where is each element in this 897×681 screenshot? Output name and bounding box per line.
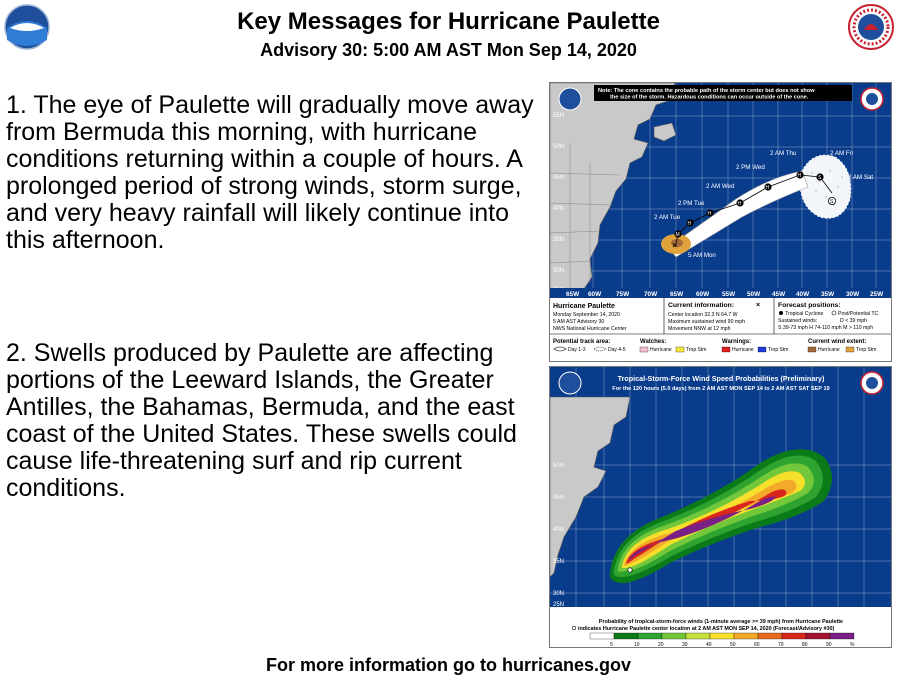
svg-text:40W: 40W <box>752 608 766 615</box>
svg-text:Current information:: Current information: <box>668 302 735 309</box>
svg-text:Post/Potential TC: Post/Potential TC <box>838 311 879 317</box>
svg-text:M: M <box>675 232 680 238</box>
scale-label: 60 <box>754 642 760 648</box>
scale-label: 30 <box>682 642 688 648</box>
advisory-subtitle: Advisory 30: 5:00 AM AST Mon Sep 14, 2020 <box>260 40 637 60</box>
scale-label: 20 <box>658 642 664 648</box>
svg-text:35W: 35W <box>821 291 835 298</box>
svg-text:35N: 35N <box>553 559 565 565</box>
svg-text:2 PM Wed: 2 PM Wed <box>736 164 765 171</box>
svg-text:20W: 20W <box>856 608 870 615</box>
svg-text:50W: 50W <box>747 291 761 298</box>
panel-noaa-icon <box>559 88 581 110</box>
svg-text:65W: 65W <box>670 291 684 298</box>
svg-text:D < 39 mph: D < 39 mph <box>840 318 867 324</box>
svg-text:55W: 55W <box>674 608 688 615</box>
svg-text:30W: 30W <box>804 608 818 615</box>
svg-text:50N: 50N <box>553 144 565 150</box>
svg-text:35W: 35W <box>778 608 792 615</box>
svg-text:Maximum sustained wind 90 mph: Maximum sustained wind 90 mph <box>668 319 745 325</box>
cone-note: Note: The cone contains the probable path of the storm center but does not show the size of the storm. Hazardous conditions can occur outside of the cone. <box>598 88 815 101</box>
scale-swatch <box>734 633 758 639</box>
scale-label: 50 <box>730 642 736 648</box>
svg-text:Movement NNW at 12 mph: Movement NNW at 12 mph <box>668 326 731 332</box>
svg-text:H: H <box>687 221 692 227</box>
svg-text:H: H <box>707 211 712 217</box>
svg-text:Hurricane: Hurricane <box>732 347 754 353</box>
svg-text:Current wind extent:: Current wind extent: <box>808 339 867 345</box>
svg-text:70W: 70W <box>644 291 658 298</box>
svg-text:2 AM Tue: 2 AM Tue <box>654 214 681 221</box>
svg-text:Watches:: Watches: <box>640 339 667 345</box>
scale-swatch <box>638 633 662 639</box>
svg-text:55N: 55N <box>553 113 565 119</box>
svg-text:60W: 60W <box>588 291 602 298</box>
scale-label: 70 <box>778 642 784 648</box>
svg-text:45N: 45N <box>553 175 565 181</box>
svg-text:Hurricane: Hurricane <box>650 347 672 353</box>
scale-label: 40 <box>706 642 712 648</box>
svg-text:25W: 25W <box>870 291 884 298</box>
svg-text:55W: 55W <box>722 291 736 298</box>
svg-text:2 AM Sat: 2 AM Sat <box>848 174 874 181</box>
svg-text:50W: 50W <box>700 608 714 615</box>
scale-swatch <box>662 633 686 639</box>
svg-text:50N: 50N <box>553 463 565 469</box>
svg-text:×: × <box>756 302 761 309</box>
key-message-1: 1. The eye of Paulette will gradually move away from Bermuda this morning, with hurricane conditions returning within a couple of hours. A prolonged period of strong winds, storm surge, and very heavy rainfall will likely continue into this afternoon. <box>6 91 534 254</box>
svg-text:Trop Stm: Trop Stm <box>856 347 877 353</box>
svg-text:Warnings:: Warnings: <box>722 339 752 345</box>
prob-caption <box>572 619 843 632</box>
svg-text:25W: 25W <box>830 608 844 615</box>
svg-text:Sustained winds:: Sustained winds: <box>778 318 818 324</box>
scale-label: % <box>850 642 855 648</box>
svg-text:S: S <box>818 175 822 181</box>
svg-text:30W: 30W <box>846 291 860 298</box>
svg-text:H: H <box>765 185 770 191</box>
scale-swatch <box>590 633 614 639</box>
svg-text:Forecast positions:: Forecast positions: <box>778 302 841 309</box>
page-title: Key Messages for Hurricane Paulette <box>237 8 660 35</box>
svg-text:Hurricane Paulette: Hurricane Paulette <box>553 303 615 310</box>
svg-text:Hurricane: Hurricane <box>818 347 840 353</box>
svg-text:indicates Hurricane Paulette c: indicates Hurricane Paulette center location at 2 AM AST MON SEP 14, 2020 (Forecast/Advisory #30) <box>578 626 835 632</box>
scale-label: 5 <box>610 642 613 648</box>
svg-text:Monday September 14, 2020: Monday September 14, 2020 <box>553 312 620 318</box>
svg-text:2 PM Tue: 2 PM Tue <box>678 200 705 207</box>
svg-text:75W: 75W <box>568 608 582 615</box>
scale-swatch <box>782 633 806 639</box>
svg-text:60W: 60W <box>696 291 710 298</box>
svg-text:H: H <box>797 173 802 179</box>
svg-text:For the 120 hours (5.0 days) f: For the 120 hours (5.0 days) from 2 AM AST MON SEP 14 to 2 AM AST SAT SEP 19 <box>612 386 830 392</box>
scale-swatch <box>614 633 638 639</box>
svg-text:35N: 35N <box>553 237 565 243</box>
svg-text:Potential track area:: Potential track area: <box>553 339 611 345</box>
scale-swatch <box>710 633 734 639</box>
svg-text:2 AM Thu: 2 AM Thu <box>770 150 797 157</box>
panel-noaa-icon <box>559 372 581 394</box>
scale-swatch <box>806 633 830 639</box>
svg-text:2 AM Fri: 2 AM Fri <box>830 150 854 157</box>
svg-text:45W: 45W <box>772 291 786 298</box>
svg-text:Probability of tropical-storm-: Probability of tropical-storm-force winds (1-minute average >= 39 mph) from Hurricane Paulette <box>598 619 844 625</box>
svg-text:25N: 25N <box>553 602 565 608</box>
scale-swatch <box>830 633 854 639</box>
svg-text:Trop Stm: Trop Stm <box>768 347 789 353</box>
scale-label: 80 <box>802 642 808 648</box>
svg-text:S 39-73 mph H 74-110 mph M >: S 39-73 mph H 74-110 mph M > 110 mph <box>778 325 874 331</box>
svg-text:45N: 45N <box>553 495 565 501</box>
svg-text:40N: 40N <box>553 206 565 212</box>
svg-text:Trop Stm: Trop Stm <box>686 347 707 353</box>
svg-text:75W: 75W <box>616 291 630 298</box>
scale-label: 10 <box>634 642 640 648</box>
svg-text:30N: 30N <box>553 591 565 597</box>
svg-text:H: H <box>737 201 742 207</box>
scale-label: 90 <box>826 642 832 648</box>
storm-center-marker <box>628 568 632 572</box>
svg-text:70W: 70W <box>596 608 610 615</box>
svg-text:65W: 65W <box>566 291 580 298</box>
svg-text:65W: 65W <box>622 608 636 615</box>
svg-text:5 AM AST Advisory 30: 5 AM AST Advisory 30 <box>553 319 605 325</box>
svg-text:5 AM Mon: 5 AM Mon <box>688 252 716 259</box>
svg-text:40N: 40N <box>553 527 565 533</box>
svg-text:NWS National Hurricane Center: NWS National Hurricane Center <box>553 326 627 332</box>
svg-text:Day 1-3: Day 1-3 <box>568 347 586 353</box>
svg-text:Tropical Cyclone: Tropical Cyclone <box>785 311 824 317</box>
svg-text:Center location 32.3 N 64.7 W: Center location 32.3 N 64.7 W <box>668 312 738 318</box>
wind-probability-map <box>549 366 892 648</box>
svg-text:30N: 30N <box>553 268 565 274</box>
key-message-2: 2. Swells produced by Paulette are affecting portions of the Leeward Islands, the Greater Antilles, the Bahamas, Bermuda, and the east coast of the United States. These swells could cause life-threatening surf and rip current conditions. <box>6 339 517 502</box>
scale-swatch <box>758 633 782 639</box>
svg-text:2 AM Wed: 2 AM Wed <box>706 183 735 190</box>
svg-text:×: × <box>672 241 678 250</box>
svg-text:60W: 60W <box>648 608 662 615</box>
svg-text:45W: 45W <box>726 608 740 615</box>
svg-text:S: S <box>830 199 834 205</box>
svg-text:40W: 40W <box>796 291 810 298</box>
footer-link-text: For more information go to hurricanes.gov <box>265 655 632 675</box>
scale-swatch <box>686 633 710 639</box>
svg-text:Day 4-5: Day 4-5 <box>608 347 626 353</box>
svg-text:Tropical-Storm-Force Wind Spee: Tropical-Storm-Force Wind Speed Probabilities (Preliminary) <box>617 374 825 383</box>
forecast-cone-map <box>549 82 892 362</box>
